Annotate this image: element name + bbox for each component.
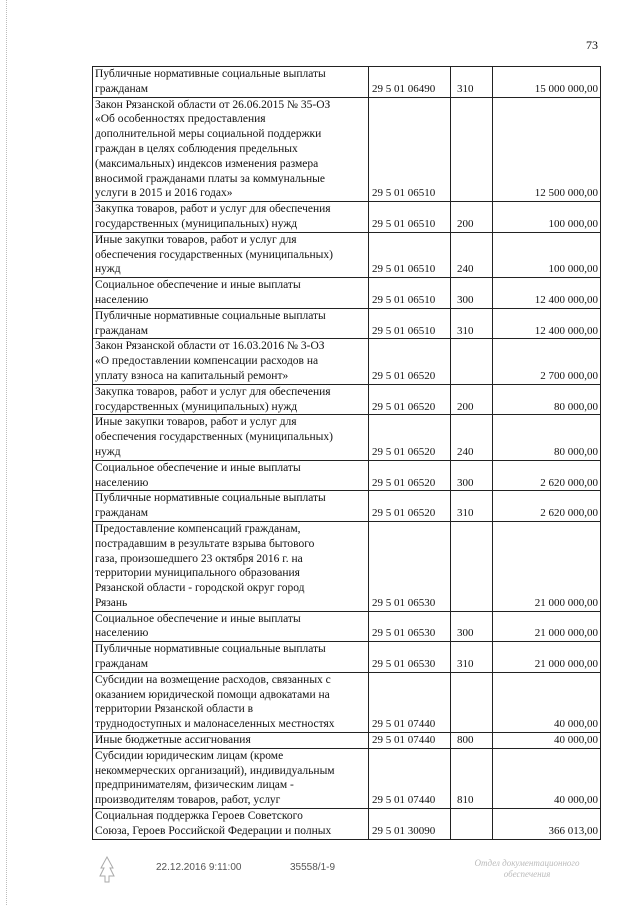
row-name-cell: Публичные нормативные социальные выплаты гражданам [93,491,369,522]
row-code-cell: 29 5 01 06510 [369,232,451,277]
table-row [93,67,601,98]
row-name-cell: Социальная поддержка Героев Советского Союза, Героев Российской Федерации и полных [93,809,369,840]
table-row [93,232,601,277]
row-expense-type-cell: 300 [451,611,493,642]
row-expense-type-cell: 800 [451,733,493,749]
row-name-cell: Закупка товаров, работ и услуг для обеспечения государственных (муниципальных) нужд [93,384,369,415]
budget-table-body [93,67,601,840]
footer-date: 22.12.2016 9:11:00 [156,862,242,873]
row-code-cell: 29 5 01 07440 [369,748,451,808]
row-expense-type-cell: 310 [451,308,493,339]
row-expense-type-cell: 310 [451,642,493,673]
row-code-cell: 29 5 01 07440 [369,733,451,749]
department-stamp [452,858,602,884]
row-amount-cell: 40 000,00 [493,748,601,808]
row-code-cell: 29 5 01 30090 [369,809,451,840]
table-row [93,308,601,339]
row-amount-cell: 40 000,00 [493,672,601,732]
row-code-cell: 29 5 01 06530 [369,611,451,642]
row-expense-type-cell [451,339,493,384]
row-expense-type-cell [451,672,493,732]
row-expense-type-cell: 200 [451,202,493,233]
row-code-cell: 29 5 01 06520 [369,384,451,415]
row-amount-cell: 21 000 000,00 [493,611,601,642]
row-amount-cell: 366 013,00 [493,809,601,840]
page-number: 73 [586,38,598,52]
row-code-cell: 29 5 01 06510 [369,308,451,339]
row-name-cell: Закон Рязанской области от 16.03.2016 № 3-ОЗ «О предоставлении компенсации расходов на уплату взноса на капитальный ремонт» [93,339,369,384]
row-name-cell: Социальное обеспечение и иные выплаты населению [93,460,369,491]
table-row [93,415,601,460]
row-amount-cell: 2 700 000,00 [493,339,601,384]
row-code-cell: 29 5 01 06490 [369,67,451,98]
row-code-cell: 29 5 01 06510 [369,97,451,202]
row-amount-cell: 15 000 000,00 [493,67,601,98]
row-expense-type-cell: 200 [451,384,493,415]
row-amount-cell: 21 000 000,00 [493,642,601,673]
row-amount-cell: 40 000,00 [493,733,601,749]
row-name-cell: Публичные нормативные социальные выплаты гражданам [93,308,369,339]
table-row [93,339,601,384]
table-row [93,672,601,732]
office-emblem-icon [98,856,116,884]
row-name-cell: Предоставление компенсаций гражданам, пострадавшим в результате взрыва бытового газа, произошедшего 23 октября 2016 г. на территории муниципального образования Рязанской области - городской округ город Рязань [93,521,369,611]
table-row [93,202,601,233]
row-amount-cell: 2 620 000,00 [493,491,601,522]
row-name-cell: Публичные нормативные социальные выплаты гражданам [93,642,369,673]
row-name-cell: Публичные нормативные социальные выплаты гражданам [93,67,369,98]
row-expense-type-cell: 310 [451,67,493,98]
row-expense-type-cell: 240 [451,232,493,277]
row-amount-cell: 12 400 000,00 [493,308,601,339]
row-code-cell: 29 5 01 06530 [369,642,451,673]
row-code-cell: 29 5 01 06520 [369,339,451,384]
row-name-cell: Закупка товаров, работ и услуг для обеспечения государственных (муниципальных) нужд [93,202,369,233]
row-expense-type-cell [451,97,493,202]
row-expense-type-cell: 310 [451,491,493,522]
row-name-cell: Иные закупки товаров, работ и услуг для обеспечения государственных (муниципальных) нужд [93,232,369,277]
row-expense-type-cell: 300 [451,460,493,491]
row-amount-cell: 80 000,00 [493,415,601,460]
row-name-cell: Закон Рязанской области от 26.06.2015 № 35-ОЗ «Об особенностях предоставления дополнительной меры социальной поддержки граждан в целях соблюдения предельных (максимальных) индексов изменения размера вносимой гражданами платы за коммунальные услуги в 2015 и 2016 годах» [93,97,369,202]
row-expense-type-cell: 810 [451,748,493,808]
row-code-cell: 29 5 01 07440 [369,672,451,732]
table-row [93,642,601,673]
row-name-cell: Социальное обеспечение и иные выплаты населению [93,611,369,642]
table-row [93,460,601,491]
row-name-cell: Субсидии на возмещение расходов, связанных с оказанием юридической помощи адвокатами на территории Рязанской области в труднодоступных и малонаселенных местностях [93,672,369,732]
row-expense-type-cell [451,521,493,611]
table-row [93,611,601,642]
row-name-cell: Иные бюджетные ассигнования [93,733,369,749]
row-name-cell: Иные закупки товаров, работ и услуг для обеспечения государственных (муниципальных) нужд [93,415,369,460]
row-code-cell: 29 5 01 06510 [369,278,451,309]
row-amount-cell: 80 000,00 [493,384,601,415]
row-amount-cell: 2 620 000,00 [493,460,601,491]
row-expense-type-cell: 240 [451,415,493,460]
row-expense-type-cell [451,809,493,840]
row-code-cell: 29 5 01 06520 [369,415,451,460]
table-row [93,748,601,808]
row-amount-cell: 21 000 000,00 [493,521,601,611]
page-left-edge [6,0,7,905]
row-name-cell: Субсидии юридическим лицам (кроме некоммерческих организаций), индивидуальным предпринимателям, физическим лицам - производителям товаров, работ, услуг [93,748,369,808]
page-footer [0,856,640,886]
table-row [93,384,601,415]
row-code-cell: 29 5 01 06520 [369,460,451,491]
row-amount-cell: 100 000,00 [493,232,601,277]
row-code-cell: 29 5 01 06530 [369,521,451,611]
row-code-cell: 29 5 01 06520 [369,491,451,522]
row-amount-cell: 12 500 000,00 [493,97,601,202]
table-row [93,521,601,611]
row-code-cell: 29 5 01 06510 [369,202,451,233]
table-row [93,97,601,202]
budget-table [92,66,601,840]
table-row [93,733,601,749]
department-stamp-text: Отдел документационного обеспечения [474,858,580,879]
row-expense-type-cell: 300 [451,278,493,309]
row-name-cell: Социальное обеспечение и иные выплаты населению [93,278,369,309]
table-row [93,809,601,840]
table-row [93,491,601,522]
row-amount-cell: 12 400 000,00 [493,278,601,309]
table-row [93,278,601,309]
footer-doc-number: 35558/1-9 [290,862,336,873]
row-amount-cell: 100 000,00 [493,202,601,233]
